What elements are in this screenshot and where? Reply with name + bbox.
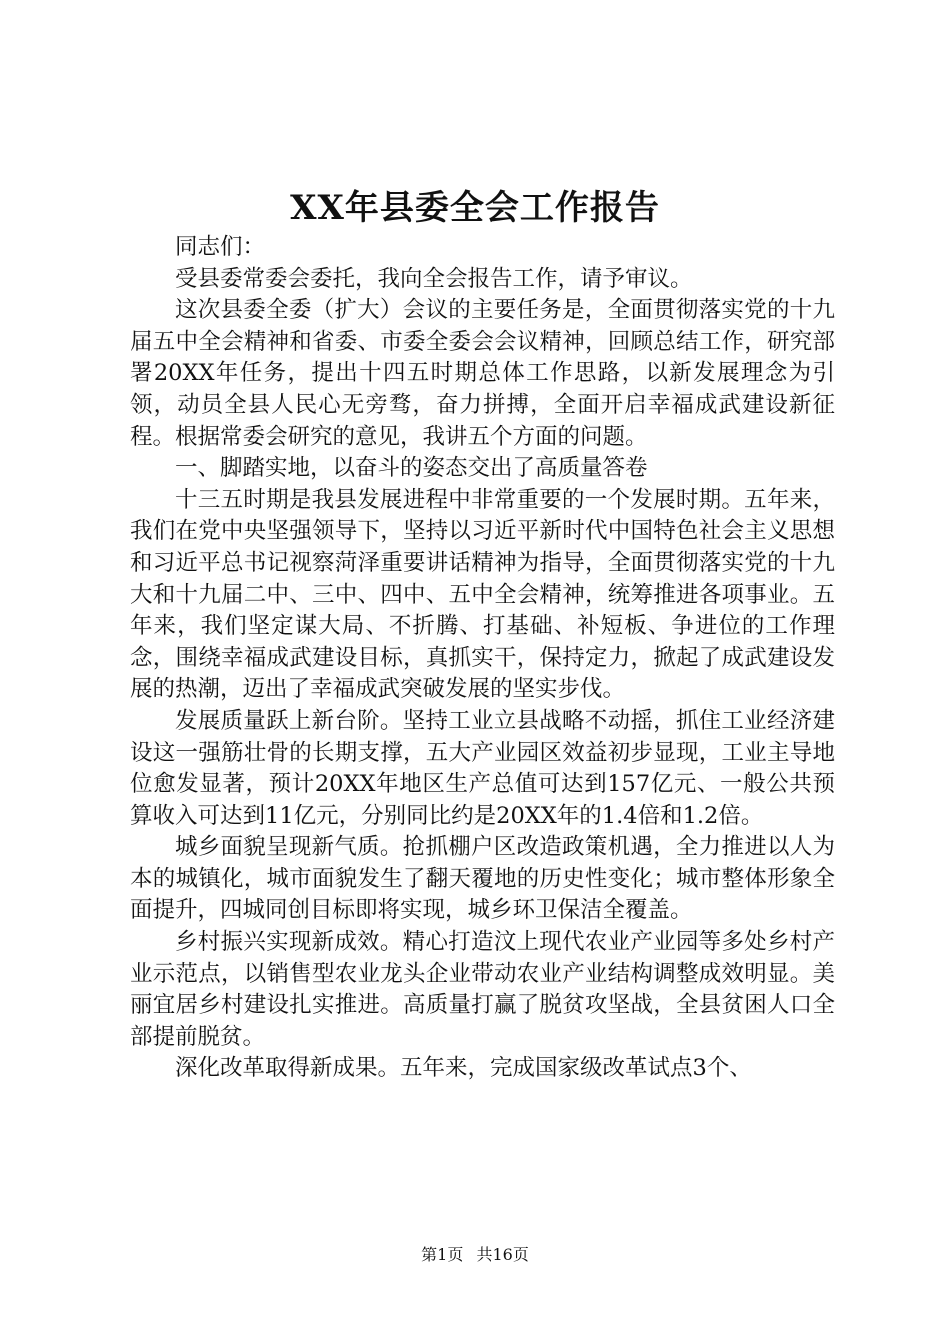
page-total: 共16页: [476, 1245, 529, 1264]
paragraph-urban-rural: 城乡面貌呈现新气质。抢抓棚户区改造政策机遇，全力推进以人为本的城镇化，城市面貌发生了翻天覆地的历史性变化；城市整体形象全面提升，四城同创目标即将实现，城乡环卫保洁全覆盖。: [130, 834, 835, 924]
section-heading-1: 一、脚踏实地，以奋斗的姿态交出了高质量答卷: [175, 455, 648, 482]
paragraph-main-task: 这次县委全委（扩大）会议的主要任务是，全面贯彻落实党的十九届五中全会精神和省委、市委全委会会议精神，回顾总结工作，研究部署20XX年任务，提出十四五时期总体工作思路，以新发展理念为引领，动员全县人民心无旁骛，奋力拼搏，全面开启幸福成武建设新征程。根据常委会研究的意见，我讲五个方面的问题。: [130, 297, 835, 450]
salutation: 同志们：: [175, 234, 266, 260]
paragraph-rural-revitalization: 乡村振兴实现新成效。精心打造汶上现代农业产业园等多处乡村产业示范点，以销售型农业龙头企业带动农业产业结构调整成效明显。美丽宜居乡村建设扎实推进。高质量打赢了脱贫攻坚战，全县贫困人口全部提前脱贫。: [130, 929, 835, 1050]
document-body: [130, 232, 835, 1085]
paragraph-development-quality: 发展质量跃上新台阶。坚持工业立县战略不动摇，抓住工业经济建设这一强筋壮骨的长期支撑，五大产业园区效益初步显现，工业主导地位愈发显著，预计20XX年地区生产总值可达到157亿元、一般公共预算收入可达到11亿元，分别同比约是20XX年的1.4倍和1.2倍。: [130, 707, 835, 829]
paragraph-reform: 深化改革取得新成果。五年来，完成国家级改革试点3个、: [175, 1055, 752, 1082]
document-title: XX年县委全会工作报告: [290, 188, 660, 228]
page-number: 第1页: [421, 1245, 464, 1264]
paragraph-review: 十三五时期是我县发展进程中非常重要的一个发展时期。五年来，我们在党中央坚强领导下，坚持以习近平新时代中国特色社会主义思想和习近平总书记视察菏泽重要讲话精神为指导，全面贯彻落实党的十九大和十九届二中、三中、四中、五中全会精神，统筹推进各项事业。五年来，我们坚定谋大局、不折腾、打基础、补短板、争进位的工作理念，围绕幸福成武建设目标，真抓实干，保持定力，掀起了成武建设发展的热潮，迈出了幸福成武突破发展的坚实步伐。: [130, 486, 835, 703]
page-footer: [0, 1244, 950, 1266]
paragraph-intro: 受县委常委会委托，我向全会报告工作，请予审议。: [175, 265, 693, 292]
